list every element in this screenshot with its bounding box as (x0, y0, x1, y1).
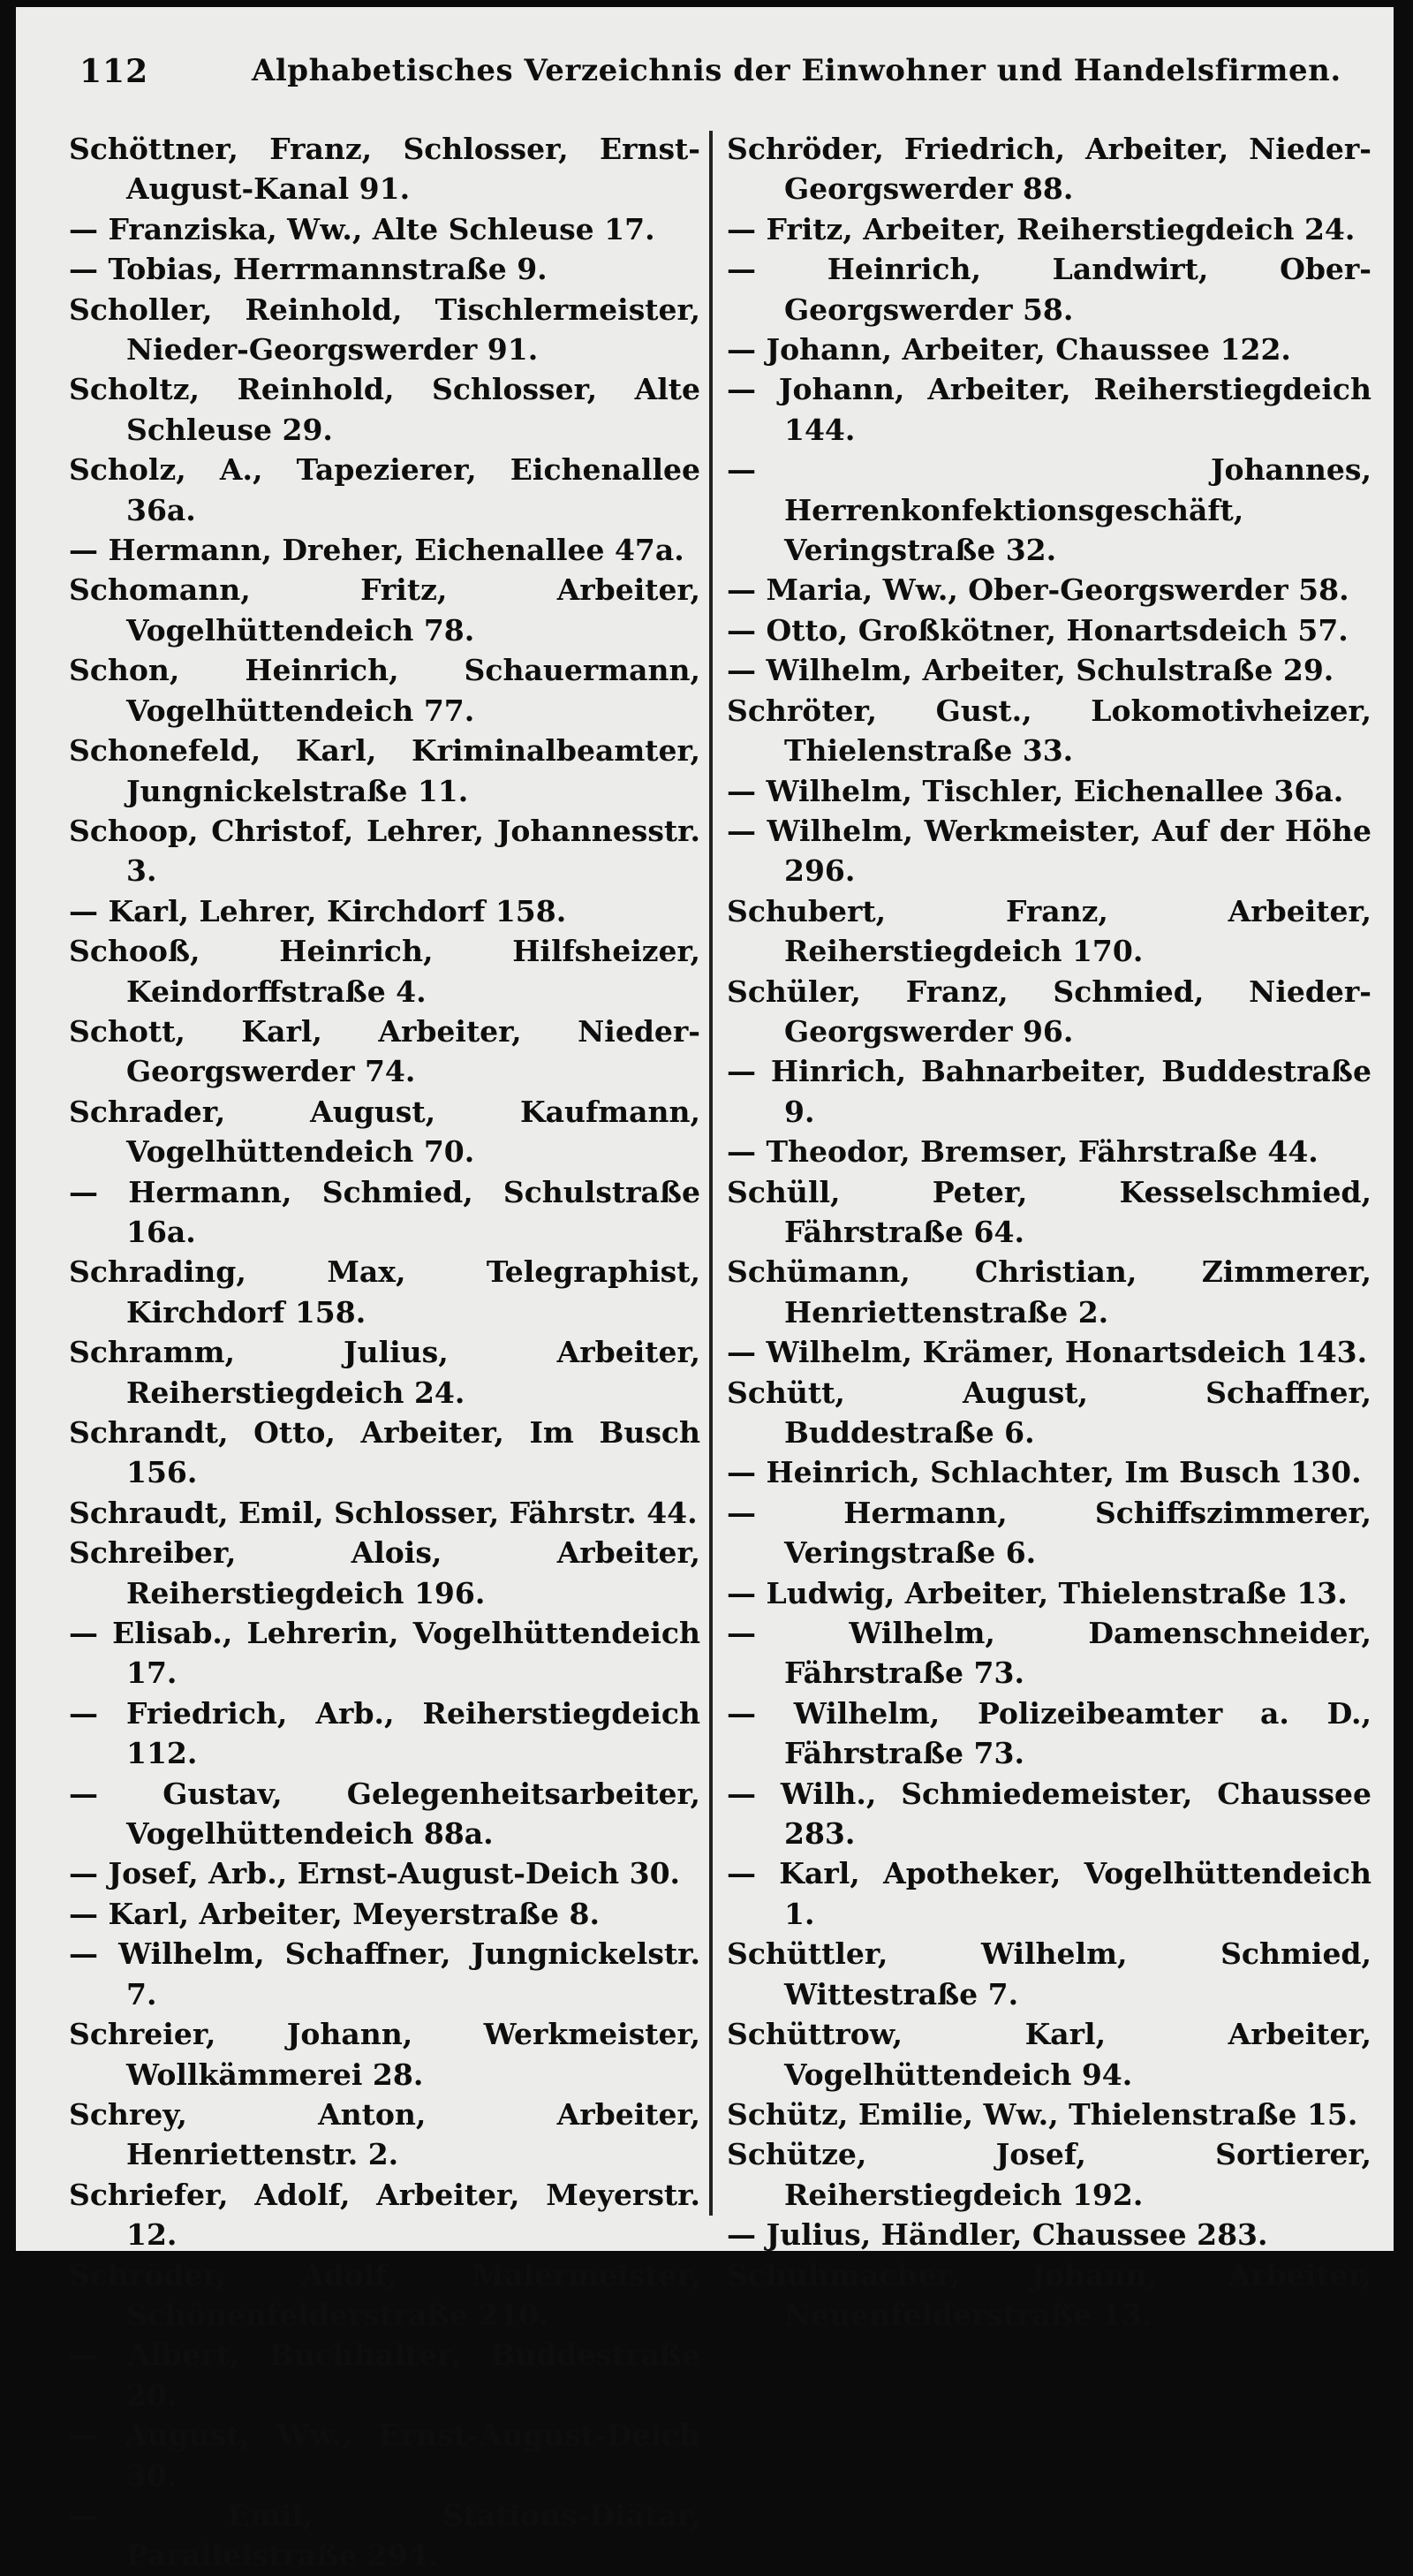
column-divider (709, 131, 713, 2216)
directory-entry: Schriefer, Adolf, Arbeiter, Meyerstr. 12. (69, 2177, 700, 2253)
directory-entry: — Hermann, Schiffszimmerer, Veringstraße 6. (727, 1495, 1371, 1571)
directory-entry: — Theodor, Bremser, Fährstraße 44. (727, 1134, 1319, 1170)
directory-entry: — Heinrich, Schlachter, Im Busch 130. (727, 1455, 1362, 1490)
directory-entry: — Johannes, Herrenkonfektionsgeschäft, Veringstraße 32. (727, 452, 1371, 568)
directory-entry: Schreiber, Alois, Arbeiter, Reiherstiegdeich 196. (69, 1535, 700, 1610)
directory-entry: — Johann, Arbeiter, Chaussee 122. (727, 332, 1291, 367)
directory-entry: Schütze, Josef, Sortierer, Reiherstiegdeich 192. (727, 2137, 1371, 2212)
page-number: 112 (79, 53, 149, 90)
directory-entry: Schon, Heinrich, Schauermann, Vogelhüttendeich 77. (69, 653, 700, 728)
directory-entry: — Elisab., Lehrerin, Vogelhüttendeich 17. (69, 1616, 700, 1691)
directory-entry: — Tobias, Herrmannstraße 9. (69, 252, 548, 287)
directory-page (16, 7, 1394, 2573)
directory-entry: — Johann, Arbeiter, Reiherstiegdeich 144. (727, 372, 1371, 447)
directory-entry: Schröder, Friedrich, Arbeiter, Nieder-Georgswerder 88. (727, 132, 1371, 207)
directory-entry: — Wilhelm, Damenschneider, Fährstraße 73. (727, 1616, 1371, 1691)
directory-entry: Schooß, Heinrich, Hilfsheizer, Keindorffstraße 4. (69, 934, 700, 1009)
directory-entry: Scholtz, Reinhold, Schlosser, Alte Schleuse 29. (69, 372, 700, 447)
directory-entry: — Josef, Arb., Ernst-August-Deich 30. (69, 1856, 681, 1891)
directory-entry: Schröter, Gust., Lokomotivheizer, Thielenstraße 33. (727, 693, 1371, 769)
page-header (79, 53, 1341, 110)
directory-entry: — Friedrich, Arb., Reiherstiegdeich 112. (69, 1695, 700, 1771)
directory-entry: — Wilhelm, Tischler, Eichenallee 36a. (727, 773, 1344, 808)
directory-entry: Schüler, Franz, Schmied, Nieder-Georgswerder 96. (727, 974, 1371, 1049)
directory-entry: — Karl, Apotheker, Vogelhüttendeich 1. (727, 1856, 1371, 1931)
directory-entry: — Hermann, Dreher, Eichenallee 47a. (69, 533, 684, 568)
right-column (727, 129, 1371, 2335)
directory-entry: — Ludwig, Arbeiter, Thielenstraße 13. (727, 1575, 1348, 1610)
directory-entry: Schröder, Adolf, Malermeister, Schönenfelderstraße 210. (69, 2257, 700, 2332)
directory-entry: — Wilhelm, Krämer, Honartsdeich 143. (727, 1335, 1368, 1370)
directory-entry: Schonefeld, Karl, Kriminalbeamter, Jungnickelstraße 11. (69, 733, 700, 808)
directory-entry: Schraudt, Emil, Schlosser, Fährstr. 44. (69, 1495, 698, 1530)
directory-entry: — Maria, Ww., Ober-Georgswerder 58. (727, 572, 1349, 608)
directory-entry: Scholz, A., Tapezierer, Eichenallee 36a. (69, 452, 700, 527)
directory-entry: Schüttrow, Karl, Arbeiter, Vogelhüttendeich 94. (727, 2017, 1371, 2092)
directory-entry: — Wilhelm, Arbeiter, Schulstraße 29. (727, 653, 1334, 688)
directory-entry: Schümann, Christian, Zimmerer, Henriettenstraße 2. (727, 1254, 1371, 1330)
directory-entry: Schuhmacher, Johann, Arbeiter, Neuenfelderstraße 13. (727, 2257, 1371, 2332)
directory-entry: — Wilhelm, Schaffner, Jungnickelstr. 7. (69, 1936, 700, 2012)
directory-entry: — Franziska, Ww., Alte Schleuse 17. (69, 211, 655, 246)
directory-entry: — Karl, Arbeiter, Meyerstraße 8. (69, 1896, 600, 1931)
directory-entry: — Karl, Lehrer, Kirchdorf 158. (69, 893, 567, 928)
directory-entry: Schramm, Julius, Arbeiter, Reiherstiegdeich 24. (69, 1335, 700, 1410)
directory-entry: Schöttner, Franz, Schlosser, Ernst-August-Kanal 91. (69, 132, 700, 207)
directory-entry: — Albert, Buchhalter, Buddestraße 20. (69, 2337, 700, 2413)
directory-entry: — August, Ww., Ernst-August-Deich 30. (69, 2418, 700, 2493)
directory-entry: Schubert, Franz, Arbeiter, Reiherstiegdeich 170. (727, 893, 1371, 969)
directory-entry: — Heinrich, Landwirt, Ober-Georgswerder 58. (727, 252, 1371, 327)
directory-entry: Schütt, August, Schaffner, Buddestraße 6. (727, 1375, 1371, 1450)
directory-entry: — Fritz, Arbeiter, Reiherstiegdeich 24. (727, 211, 1356, 246)
directory-entry: Schrading, Max, Telegraphist, Kirchdorf 158. (69, 1254, 700, 1330)
directory-entry: — Hermann, Schmied, Schulstraße 16a. (69, 1174, 700, 1249)
running-title: Alphabetisches Verzeichnis der Einwohner und Handelsfirmen. (252, 53, 1341, 88)
directory-entry: Schoop, Christof, Lehrer, Johannesstr. 3. (69, 813, 700, 889)
directory-entry: — Gustav, Gelegenheitsarbeiter, Vogelhüttendeich 88a. (69, 1776, 700, 1852)
directory-entry: Scholler, Reinhold, Tischlermeister, Nieder-Georgswerder 91. (69, 292, 700, 367)
directory-entry: — Wilh., Schmiedemeister, Chaussee 283. (727, 1776, 1371, 1852)
directory-entry: — Otto, Großkötner, Honartsdeich 57. (727, 612, 1349, 648)
directory-entry: Schrader, August, Kaufmann, Vogelhüttendeich 70. (69, 1094, 700, 1170)
directory-entry: — Wilhelm, Polizeibeamter a. D., Fährstraße 73. (727, 1695, 1371, 1771)
directory-entry: Schrandt, Otto, Arbeiter, Im Busch 156. (69, 1415, 700, 1490)
directory-entry: Schott, Karl, Arbeiter, Nieder-Georgswerder 74. (69, 1013, 700, 1089)
directory-entry: — Wilhelm, Werkmeister, Auf der Höhe 296. (727, 813, 1371, 889)
directory-entry: Schüttler, Wilhelm, Schmied, Wittestraße 7. (727, 1936, 1371, 2012)
directory-entry: — Emil, Stations-Diätar, Parallelstraße 294. (69, 2497, 700, 2573)
directory-entry: Schüll, Peter, Kesselschmied, Fährstraße 64. (727, 1174, 1371, 1249)
directory-entry: Schreier, Johann, Werkmeister, Wollkämmerei 28. (69, 2017, 700, 2092)
directory-entry: — Julius, Händler, Chaussee 283. (727, 2217, 1268, 2253)
left-column (69, 129, 700, 2576)
directory-entry: — Hinrich, Bahnarbeiter, Buddestraße 9. (727, 1054, 1371, 1129)
directory-entry: Schomann, Fritz, Arbeiter, Vogelhüttendeich 78. (69, 572, 700, 648)
directory-entry: Schrey, Anton, Arbeiter, Henriettenstr. 2. (69, 2096, 700, 2172)
directory-entry: Schütz, Emilie, Ww., Thielenstraße 15. (727, 2096, 1358, 2132)
